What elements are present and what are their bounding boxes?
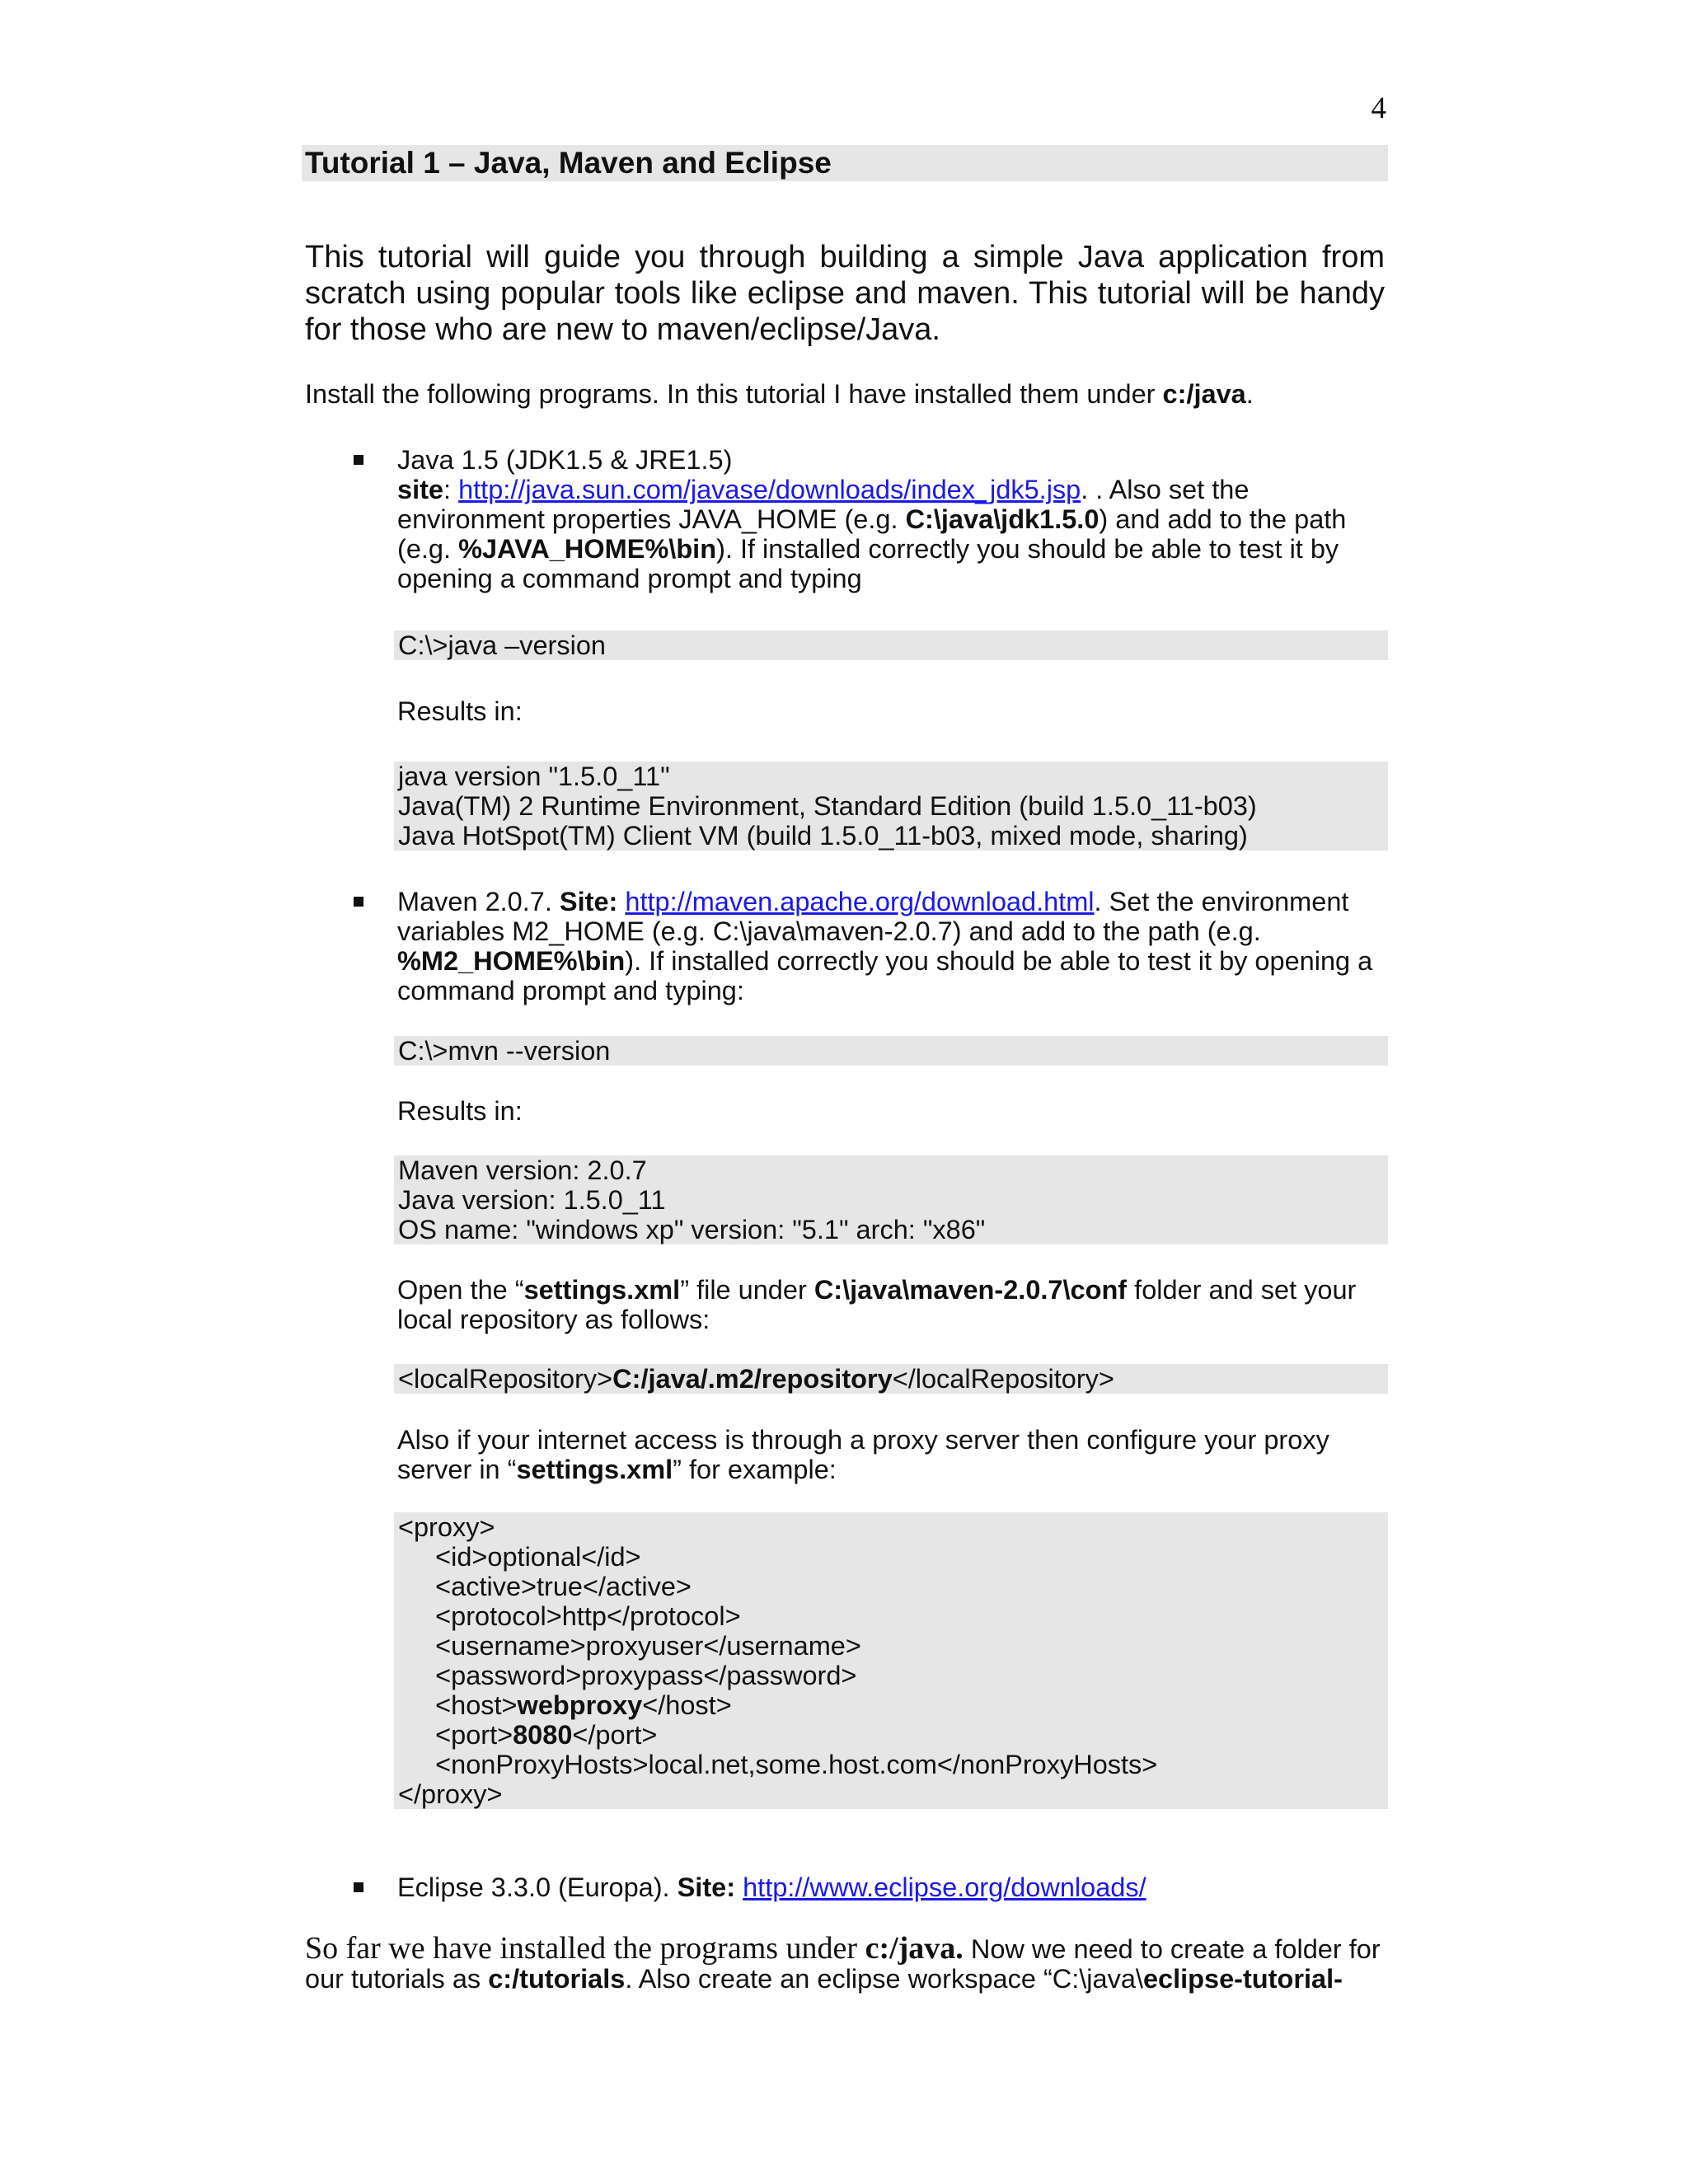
maven-version-output: Maven version: 2.0.7 Java version: 1.5.0_11 OS name: "windows xp" version: "5.1" arch: "x86" xyxy=(394,1155,1388,1244)
java-version-command: C:\>java –version xyxy=(394,630,1388,660)
eclipse-item: Eclipse 3.3.0 (Europa). Site: http://www.eclipse.org/downloads/ xyxy=(397,1872,1146,1902)
java-item xyxy=(397,445,1386,593)
bullet-icon xyxy=(354,1882,363,1892)
maven-item: Maven 2.0.7. Site: http://maven.apache.org/download.html. Set the environment variables M2_HOME (e.g. C:\java\maven-2.0.7) and add to the path (e.g. %M2_HOME%\bin). If installed correctly you should be able to test it by opening a command prompt and typing: xyxy=(397,887,1373,1005)
maven-download-link[interactable]: http://maven.apache.org/download.html xyxy=(625,887,1095,916)
eclipse-download-link[interactable]: http://www.eclipse.org/downloads/ xyxy=(743,1872,1146,1902)
bullet-icon xyxy=(354,455,363,465)
maven-version-command: C:\>mvn --version xyxy=(394,1036,1388,1066)
bullet-icon xyxy=(354,897,363,907)
closing-paragraph: So far we have installed the programs under c:/java. Now we need to create a folder for our tutorials as c:/tutorials. Also create an eclipse workspace “C:\java\eclipse-tutorial- xyxy=(305,1931,1381,1994)
java-title: Java 1.5 (JDK1.5 & JRE1.5) xyxy=(397,445,733,475)
settings-paragraph: Open the “settings.xml” file under C:\java\maven-2.0.7\conf folder and set your local repository as follows: xyxy=(397,1275,1357,1334)
java-description: site: http://java.sun.com/javase/downloads/index_jdk5.jsp. . Also set the environment properties JAVA_HOME (e.g. C:\java\jdk1.5.0) and add to the path (e.g. %JAVA_HOME%\bin). If installed correctly you should be able to test it by opening a command prompt and typing xyxy=(397,475,1347,593)
intro-paragraph: This tutorial will guide you through building a simple Java application from scratch using popular tools like eclipse and maven. This tutorial will be handy for those who are new to maven/eclipse/Java. xyxy=(305,240,1385,347)
proxy-paragraph: Also if your internet access is through a proxy server then configure your proxy server in “settings.xml” for example: xyxy=(397,1425,1329,1484)
java-download-link[interactable]: http://java.sun.com/javase/downloads/index_jdk5.jsp xyxy=(458,475,1081,504)
local-repository-snippet: <localRepository>C:/java/.m2/repository</localRepository> xyxy=(394,1364,1388,1394)
maven-results-label: Results in: xyxy=(397,1096,523,1126)
java-version-output: java version "1.5.0_11" Java(TM) 2 Runtime Environment, Standard Edition (build 1.5.0_11-b03) Java HotSpot(TM) Client VM (build 1.5.0_11-b03, mixed mode, sharing) xyxy=(394,762,1388,851)
page-number: 4 xyxy=(1371,91,1386,125)
install-paragraph: Install the following programs. In this tutorial I have installed them under c:/java. xyxy=(305,379,1254,409)
proxy-config-snippet: <proxy> <id>optional</id> <active>true</active> <protocol>http</protocol> <username>proxyuser</username> <password>proxypass</password> <host>webproxy</host> <port>8080</port> <nonProxyHosts>local.net,some.host.com</nonProxyHosts> </proxy> xyxy=(394,1512,1388,1809)
tutorial-heading: Tutorial 1 – Java, Maven and Eclipse xyxy=(302,145,1388,181)
java-results-label: Results in: xyxy=(397,696,523,726)
